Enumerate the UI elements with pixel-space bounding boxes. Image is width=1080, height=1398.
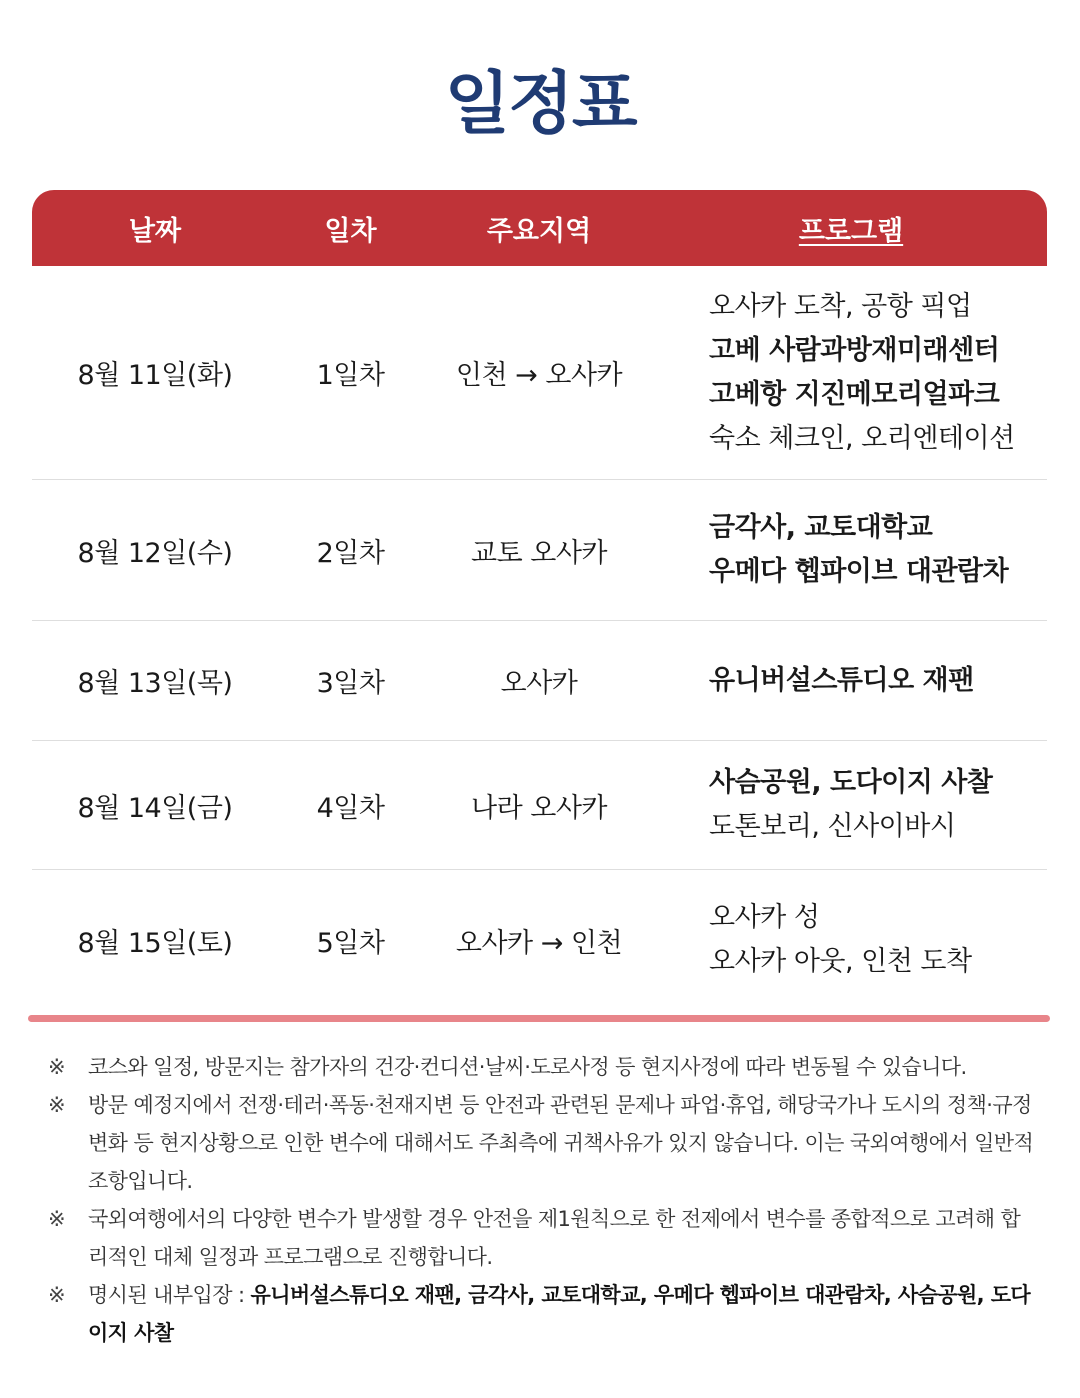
row-date: 8월 14일(금) (77, 792, 233, 824)
row-area: 오사카 → 인천 (455, 927, 623, 959)
notes-section (48, 1048, 1038, 1352)
note-places: 유니버설스튜디오 재팬, 금각사, 교토대학교, 우메다 헵파이브 대관람차, 사슴공원, 도다이지 사찰 (88, 1283, 1031, 1345)
row-day: 2일차 (316, 537, 385, 569)
row-day: 3일차 (316, 668, 385, 699)
note-item (48, 1200, 1038, 1276)
table-row (32, 870, 1047, 1010)
row-area: 나라 오사카 (471, 792, 607, 824)
program-item: 고베항 지진메모리얼파크 (709, 378, 1000, 410)
note-mark: ※ (48, 1207, 65, 1231)
table-header (32, 190, 1047, 266)
note-mark: ※ (48, 1093, 65, 1117)
program-item: 오사카 아웃, 인천 도착 (709, 946, 972, 977)
row-day: 5일차 (316, 927, 385, 959)
program-item: 금각사, 교토대학교 (709, 512, 933, 543)
row-area: 교토 오사카 (471, 537, 607, 569)
program-item: 우메다 헵파이브 대관람차 (709, 556, 1009, 587)
row-day: 4일차 (316, 792, 385, 824)
note-text: 국외여행에서의 다양한 변수가 발생할 경우 안전을 제1원칙으로 한 전제에서 변수를 종합적으로 고려해 합리적인 대체 일정과 프로그램으로 진행합니다. (88, 1207, 1021, 1269)
note-text: 코스와 일정, 방문지는 참가자의 건강·컨디션·날씨·도로사정 등 현지사정에 따라 변동될 수 있습니다. (88, 1055, 967, 1079)
header-program: 프로그램 (798, 215, 904, 247)
row-date: 8월 13일(목) (77, 668, 233, 699)
row-area: 인천 → 오사카 (455, 360, 623, 391)
program-item: 고베 사람과방재미래센터 (709, 334, 1000, 366)
program-item: 오사카 성 (709, 902, 820, 933)
section-divider (28, 1015, 1050, 1022)
note-item (48, 1086, 1038, 1200)
note-mark: ※ (48, 1283, 65, 1307)
row-date: 8월 11일(화) (77, 360, 233, 391)
program-item: 숙소 체크인, 오리엔테이션 (709, 422, 1015, 454)
row-program (655, 506, 1047, 594)
table-row (32, 266, 1047, 480)
schedule-table (32, 190, 1047, 1010)
program-item: 사슴공원, 도다이지 사찰 (709, 767, 993, 798)
note-mark: ※ (48, 1055, 65, 1079)
page-title: 일정표 (444, 65, 636, 144)
header-area: 주요지역 (486, 215, 592, 247)
header-date: 날짜 (128, 215, 182, 247)
program-item: 도톤보리, 신사이바시 (709, 811, 956, 842)
program-item: 오사카 도착, 공항 픽업 (709, 290, 972, 322)
note-label: 명시된 내부입장 : (88, 1283, 251, 1307)
table-row (32, 741, 1047, 870)
row-day: 1일차 (316, 360, 385, 391)
row-program (655, 896, 1047, 984)
row-program (655, 761, 1047, 849)
note-item (48, 1048, 1038, 1086)
row-program (655, 659, 1047, 703)
row-date: 8월 15일(토) (77, 927, 233, 959)
row-area: 오사카 (500, 668, 578, 699)
note-text: 방문 예정지에서 전쟁·테러·폭동·천재지변 등 안전과 관련된 문제나 파업·휴업, 해당국가나 도시의 정책·규정 변화 등 현지상황으로 인한 변수에 대해서도 주최측에 귀책사유가 있지 않습니다. 이는 국외여행에서 일반적 조항입니다. (88, 1093, 1034, 1193)
note-item (48, 1276, 1038, 1352)
note-text (88, 1276, 1038, 1352)
table-row (32, 480, 1047, 621)
table-row (32, 621, 1047, 741)
row-date: 8월 12일(수) (77, 537, 233, 569)
program-item: 유니버설스튜디오 재팬 (709, 664, 974, 696)
row-program (655, 285, 1047, 461)
header-day: 일차 (324, 215, 377, 247)
